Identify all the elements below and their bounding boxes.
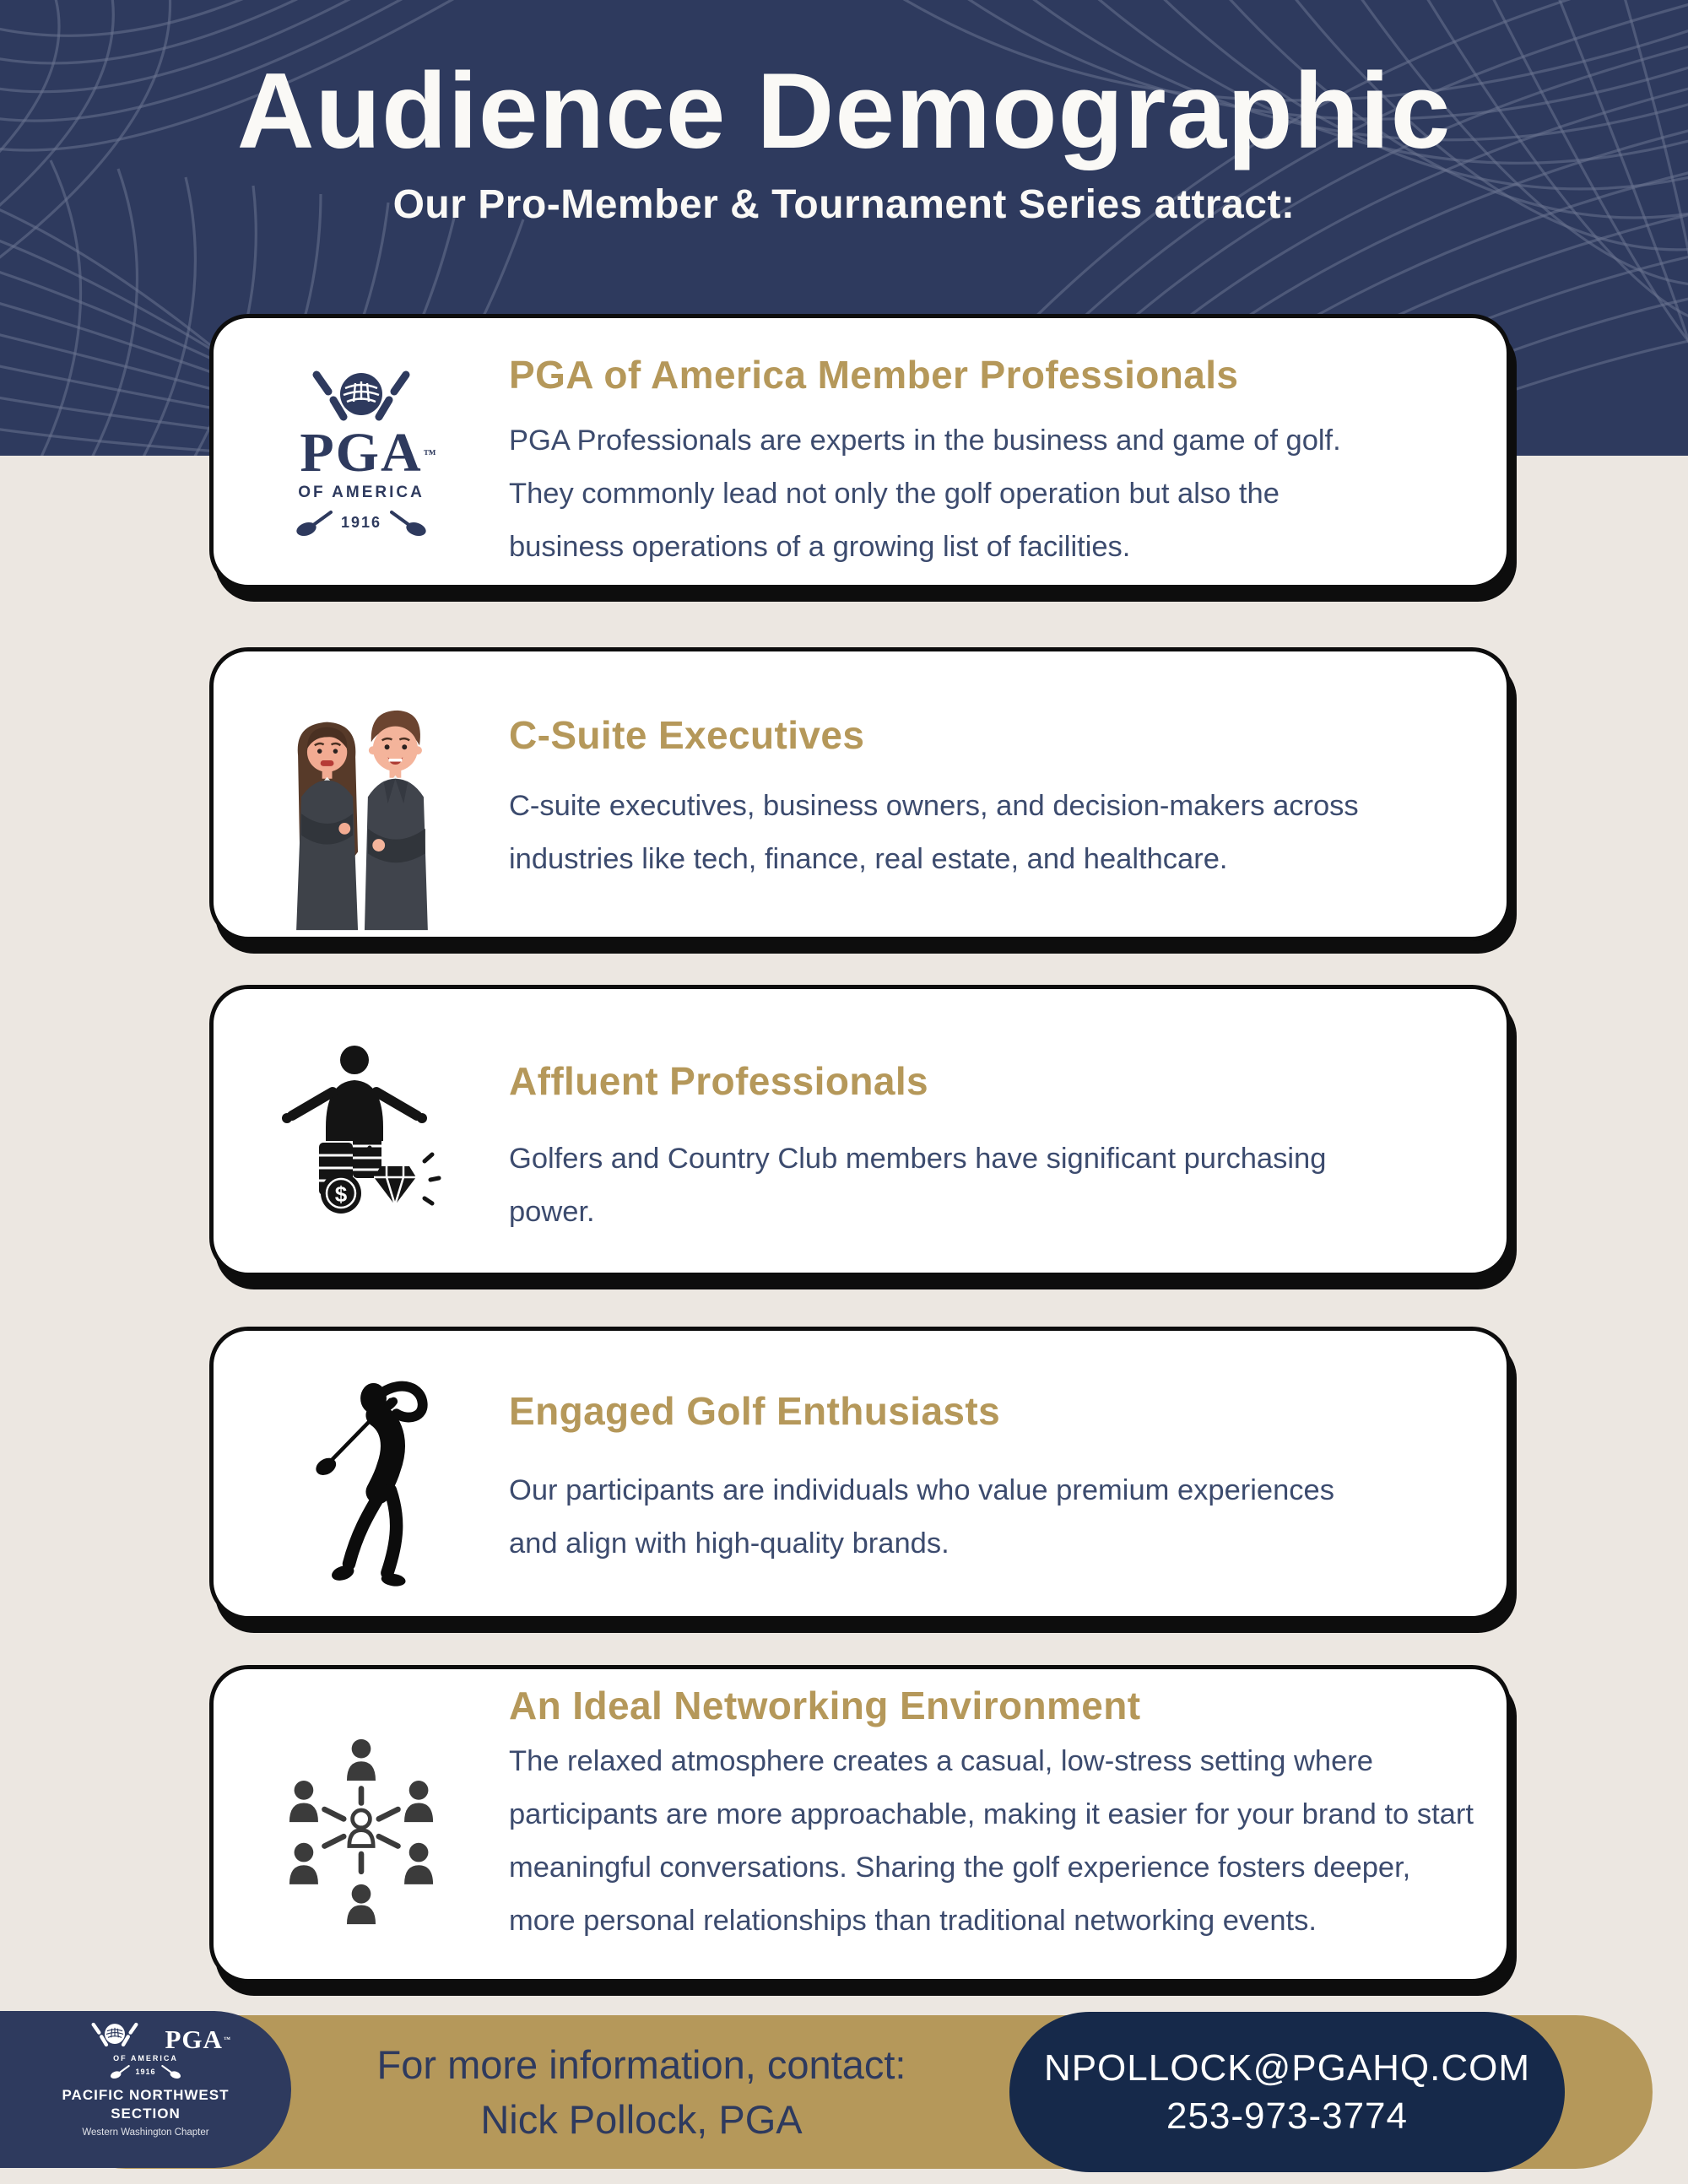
founding-year: 1916 [135,2068,156,2076]
golf-ball-and-shafts-icon [68,2021,161,2048]
pga-wordmark: PGA ™ [300,421,438,484]
card-body: C-suite executives, business owners, and decision-makers across industries like tech, finance, real estate, and healthcare. [509,790,1359,875]
golf-club-right-icon [161,2065,181,2079]
golfer-icon [262,1350,461,1597]
page-title: Audience Demographic [236,51,1452,170]
pnw-section-logo [0,2011,291,2168]
dollar-sign: $ [334,1181,348,1207]
trademark-symbol: ™ [423,447,438,462]
of-america-label: OF AMERICA [298,483,425,501]
golf-club-left-icon [110,2065,130,2079]
card-icon-column [214,1669,509,1979]
section-name-line2: SECTION [111,2106,181,2122]
trademark-symbol: ™ [223,2035,231,2043]
card-affluent-professionals [209,985,1511,1277]
contact-phone: 253-973-3774 [1166,2095,1408,2137]
card-body: Our participants are individuals who value premium experiences and align with high-quality brands. [509,1474,1334,1560]
contact-line-1: For more information, contact: [376,2042,906,2087]
founding-year-row [256,511,467,536]
card-title: Affluent Professionals [509,1059,928,1103]
card-title: Engaged Golf Enthusiasts [509,1389,1001,1433]
golf-club-left-icon [295,511,333,536]
card-title: PGA of America Member Professionals [509,353,1239,397]
founding-year-row [0,2065,291,2079]
golf-club-right-icon [390,511,427,536]
contact-line-2: Nick Pollock, PGA [480,2097,803,2142]
card-icon-column [214,1331,509,1616]
golf-ball-and-shafts-icon [264,368,458,424]
wealth-icon [270,1043,452,1219]
of-america-label: OF AMERICA [113,2054,178,2062]
card-title: C-Suite Executives [509,713,865,757]
contact-pill [1009,2012,1565,2172]
section-name-line1: PACIFIC NORTHWEST [62,2087,230,2103]
pga-wordmark: PGA ™ [165,2025,231,2054]
contact-email: NPOLLOCK@PGAHQ.COM [1043,2047,1531,2089]
card-body: Golfers and Country Club members have significant purchasing power. [509,1143,1327,1228]
card-body: The relaxed atmosphere creates a casual, low-stress setting where participants are more approachable, making it easier for your brand to start meaningful conversations. Sharing the golf experience fosters deeper, more personal relationships than traditional networking events. [509,1745,1474,1937]
card-ideal-networking-environment [209,1665,1511,1983]
executives-illustration-icon [260,704,463,937]
card-title: An Ideal Networking Environment [509,1684,1141,1727]
card-icon-column [214,989,509,1273]
card-icon-column [214,318,509,585]
card-c-suite-executives [209,647,1511,941]
card-icon-column [214,651,509,937]
network-icon [273,1719,449,1930]
card-engaged-golf-enthusiasts [209,1327,1511,1620]
chapter-name: Western Washington Chapter [82,2127,209,2138]
page-subtitle: Our Pro-Member & Tournament Series attract: [392,182,1296,227]
pga-of-america-logo-icon [256,368,467,536]
footer-contact-text [304,2015,979,2169]
card-body: PGA Professionals are experts in the business and game of golf. They commonly lead not only the golf operation but also the business operations of a growing list of facilities. [509,424,1341,563]
founding-year: 1916 [340,514,382,531]
card-pga-member-professionals [209,314,1511,589]
